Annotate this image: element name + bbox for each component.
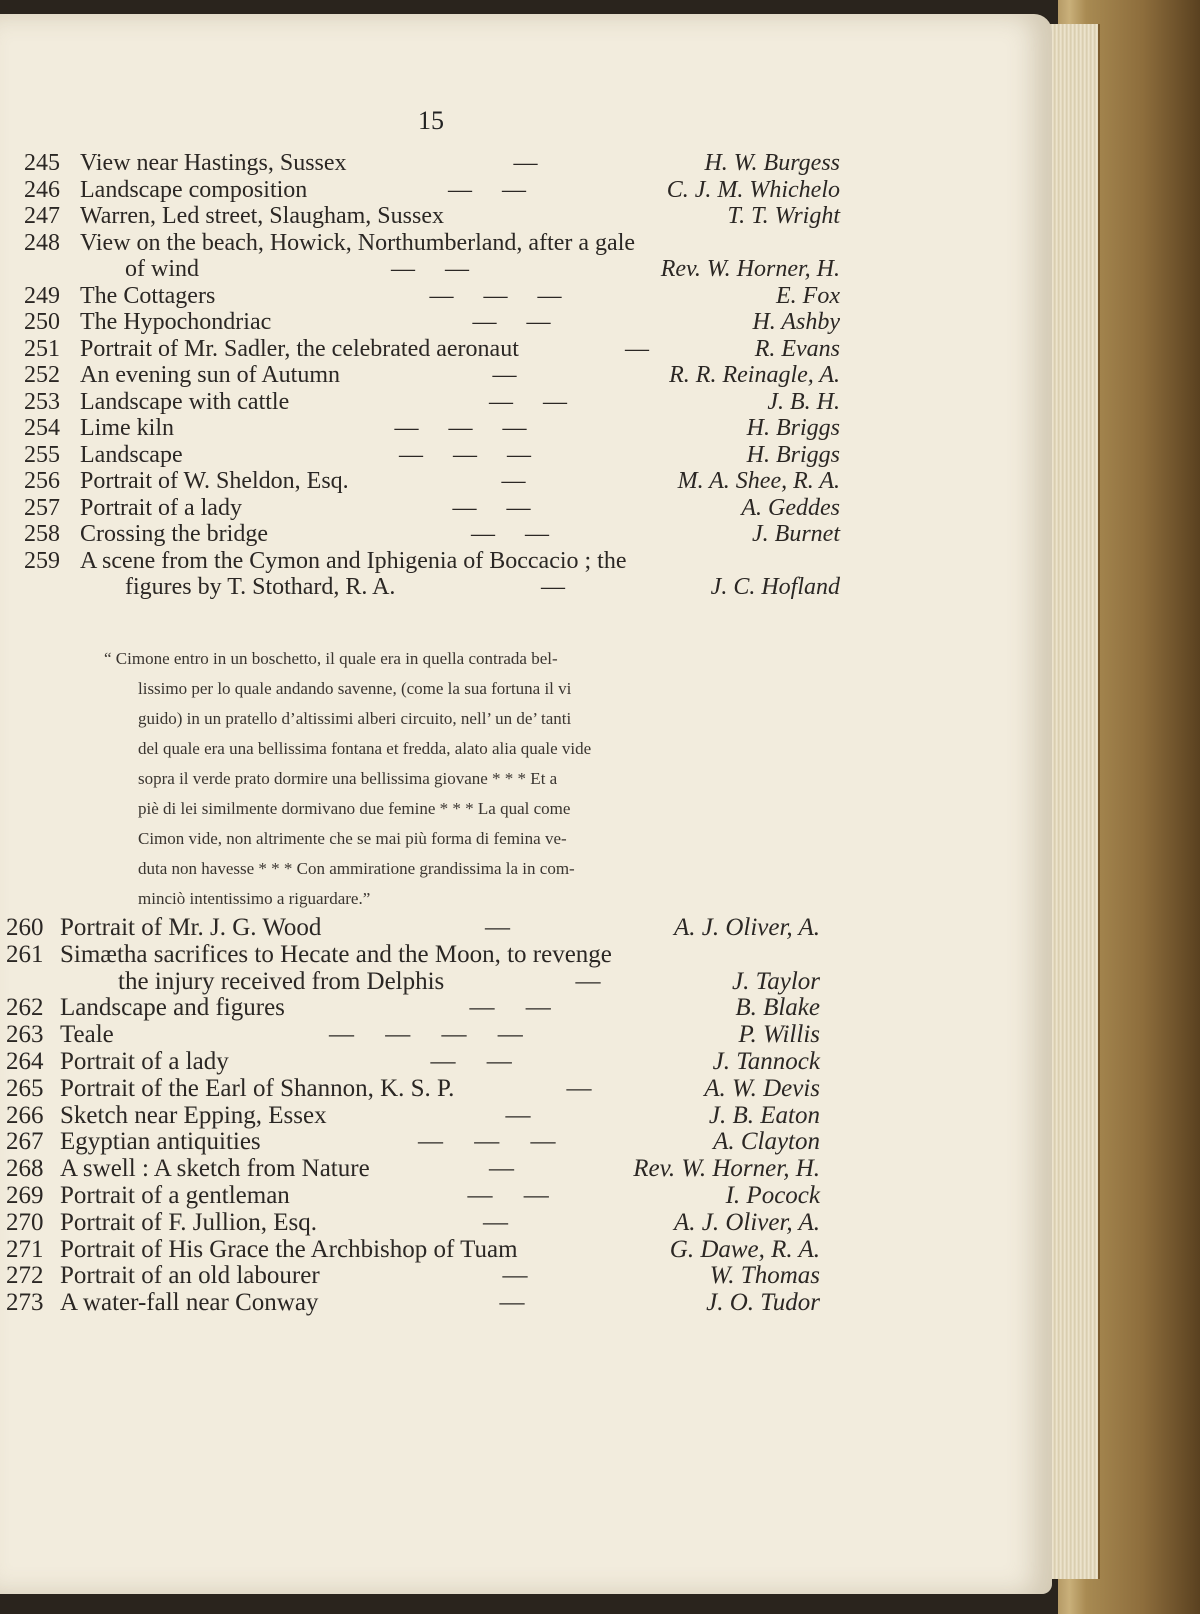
catalogue-entry	[0, 468, 840, 495]
catalogue-entry	[0, 309, 840, 336]
entry-number: 271	[6, 1235, 44, 1263]
catalogue-entry	[0, 1155, 820, 1183]
entry-title: A scene from the Cymon and Iphigenia of Boccacio ; the	[80, 547, 627, 574]
entry-number: 255	[24, 441, 60, 468]
quote-line: Cimon vide, non altrimente che se mai più forma di femina ve-	[138, 829, 567, 848]
entry-number: 248	[24, 229, 60, 256]
catalogue-entry	[0, 389, 840, 416]
entry-number: 257	[24, 494, 60, 521]
entry-number: 269	[6, 1182, 44, 1209]
entry-number: 249	[24, 282, 60, 309]
entry-dashes: — —	[391, 256, 469, 282]
catalogue-entry	[0, 548, 840, 575]
catalogue-entry	[0, 1075, 820, 1103]
catalogue-entry	[0, 150, 840, 177]
catalogue-entry	[0, 1262, 820, 1290]
entry-artist: A. W. Devis	[704, 1074, 820, 1102]
entry-dashes: —	[541, 574, 565, 600]
entry-dashes: — —	[467, 1182, 549, 1209]
entry-artist: H. W. Burgess	[704, 150, 840, 176]
entry-artist: H. Ashby	[752, 309, 840, 335]
entry-title: Simætha sacrifices to Hecate and the Moon, to revenge	[60, 940, 612, 968]
entry-title: Landscape with cattle	[80, 388, 290, 415]
italian-quotation	[104, 644, 724, 914]
entry-dashes: —	[502, 1262, 528, 1290]
quote-line: “ Cimone entro in un boschetto, il quale era in quella contrada bel-	[104, 649, 558, 668]
entry-artist: G. Dawe, R. A.	[669, 1235, 820, 1263]
entry-dashes: — —	[489, 388, 567, 415]
entry-artist: P. Willis	[738, 1021, 820, 1049]
entry-title: of wind	[125, 256, 199, 282]
entry-title: Portrait of the Earl of Shannon, K. S. P.	[60, 1074, 455, 1102]
entry-number: 259	[24, 547, 60, 574]
book-page	[0, 14, 1052, 1594]
entry-number: 266	[6, 1101, 44, 1129]
entry-artist: A. J. Oliver, A.	[673, 1208, 820, 1236]
entry-artist: M. A. Shee, R. A.	[677, 468, 840, 494]
entry-title: the injury received from Delphis	[118, 967, 445, 995]
entry-number: 247	[24, 203, 60, 229]
entry-title: Lime kiln	[80, 415, 174, 441]
entry-artist: Rev. W. Horner, H.	[633, 1155, 820, 1183]
entry-number: 263	[6, 1021, 44, 1049]
entry-title: Portrait of a lady	[80, 494, 242, 521]
entry-dashes: —	[505, 1101, 531, 1129]
entry-artist: A. Clayton	[713, 1128, 820, 1156]
entry-title: An evening sun of Autumn	[80, 362, 340, 388]
page-number: 15	[418, 106, 444, 135]
entry-artist: R. R. Reinagle, A.	[669, 362, 840, 388]
entry-dashes: —	[485, 914, 510, 941]
entry-dashes: — — — —	[329, 1021, 523, 1049]
catalogue-entry	[0, 1289, 820, 1317]
entry-dashes: —	[575, 967, 601, 995]
entry-dashes: — — —	[429, 282, 562, 309]
catalogue-entry	[0, 283, 840, 310]
entry-title: Sketch near Epping, Essex	[60, 1101, 327, 1129]
catalogue-entry	[0, 941, 820, 969]
entry-title: View on the beach, Howick, Northumberland, after a gale	[80, 229, 636, 256]
entry-artist: J. B. H.	[767, 388, 840, 415]
entry-dashes: — —	[430, 1048, 512, 1075]
catalogue-entry	[0, 415, 840, 442]
entry-artist: J. Tannock	[712, 1048, 820, 1075]
entry-dashes: —	[566, 1074, 592, 1102]
entry-dashes: —	[483, 1208, 508, 1236]
entry-title: Landscape	[80, 441, 183, 468]
catalogue-entry	[0, 495, 840, 522]
catalogue-entry	[0, 1182, 820, 1210]
entry-title: Landscape composition	[80, 176, 308, 203]
catalogue-entry	[0, 1102, 820, 1130]
catalogue-entry	[0, 1048, 820, 1076]
quote-line: sopra il verde prato dormire una bellissima giovane * * * Et a	[138, 769, 558, 788]
catalogue-entry	[0, 203, 840, 230]
entry-number: 265	[6, 1074, 44, 1102]
catalogue-entry	[0, 256, 840, 283]
catalogue-entry	[0, 914, 820, 942]
quote-line: guido) in un pratello d’altissimi alberi circuito, nell’ un de’ tanti	[138, 709, 572, 728]
entry-title: A swell : A sketch from Nature	[60, 1155, 370, 1183]
catalogue-entry	[0, 230, 840, 257]
entry-title: Portrait of an old labourer	[60, 1262, 320, 1290]
entry-number: 250	[24, 309, 60, 335]
entry-title: Teale	[60, 1021, 114, 1049]
entry-title: figures by T. Stothard, R. A.	[125, 574, 396, 600]
entry-artist: J. Burnet	[752, 521, 840, 547]
catalogue-entry	[0, 1021, 820, 1049]
entry-number: 273	[6, 1289, 44, 1317]
entry-number: 246	[24, 176, 60, 203]
entry-artist: E. Fox	[776, 282, 840, 309]
entry-dashes: — —	[452, 494, 531, 521]
catalogue-entry	[0, 442, 840, 469]
entry-dashes: —	[492, 362, 517, 388]
entry-number: 258	[24, 521, 60, 547]
entry-artist: J. C. Hofland	[710, 574, 840, 600]
quote-line: lissimo per lo quale andando savenne, (come la sua fortuna il vi	[138, 679, 572, 698]
entry-dashes: — —	[472, 309, 551, 335]
entry-number: 252	[24, 362, 60, 388]
entry-artist: T. T. Wright	[727, 203, 840, 229]
entry-dashes: — —	[448, 176, 526, 203]
quote-line: minciò intentissimo a riguardare.”	[138, 889, 371, 908]
entry-artist: H. Briggs	[746, 415, 840, 441]
catalogue-entry	[0, 574, 840, 601]
catalogue-entry	[0, 336, 840, 363]
entry-artist: H. Briggs	[746, 441, 840, 468]
entry-title: Landscape and figures	[60, 994, 285, 1022]
entry-artist: R. Evans	[754, 335, 840, 362]
entry-artist: J. O. Tudor	[706, 1289, 820, 1317]
entry-artist: W. Thomas	[709, 1262, 820, 1290]
entry-title: Portrait of a gentleman	[60, 1182, 290, 1209]
entry-number: 268	[6, 1155, 44, 1183]
catalogue-entry	[0, 1236, 820, 1264]
entry-title: Portrait of Mr. J. G. Wood	[60, 914, 322, 941]
entry-title: Portrait of Mr. Sadler, the celebrated aeronaut	[80, 335, 519, 362]
entry-title: View near Hastings, Sussex	[80, 150, 347, 176]
entry-artist: A. Geddes	[741, 494, 840, 521]
entry-dashes: —	[489, 1155, 514, 1183]
entry-title: The Cottagers	[80, 282, 216, 309]
entry-number: 260	[6, 914, 44, 941]
entry-title: Portrait of His Grace the Archbishop of Tuam	[60, 1235, 518, 1263]
entry-title: Egyptian antiquities	[60, 1128, 261, 1156]
entry-title: Portrait of W. Sheldon, Esq.	[80, 468, 349, 494]
entry-artist: Rev. W. Horner, H.	[660, 256, 840, 282]
entry-artist: J. Taylor	[732, 967, 820, 995]
entry-dashes: — —	[471, 521, 549, 547]
entry-dashes: —	[625, 335, 649, 362]
entry-artist: B. Blake	[735, 994, 820, 1022]
catalogue-entry	[0, 177, 840, 204]
entry-dashes: — — —	[394, 415, 527, 441]
entry-dashes: — — —	[418, 1128, 556, 1156]
catalogue-entry	[0, 362, 840, 389]
entry-number: 256	[24, 468, 60, 494]
catalogue-entry	[0, 521, 840, 548]
entry-dashes: —	[499, 1289, 525, 1317]
entry-number: 251	[24, 335, 60, 362]
catalogue-entry	[0, 1209, 820, 1237]
entry-number: 264	[6, 1048, 44, 1075]
quote-line: piè di lei similmente dormivano due femine * * * La qual come	[138, 799, 571, 818]
entry-number: 272	[6, 1262, 44, 1290]
catalogue-entry	[0, 994, 820, 1022]
entry-title: Warren, Led street, Slaugham, Sussex	[80, 203, 444, 229]
entry-dashes: — —	[469, 994, 551, 1022]
entry-title: A water-fall near Conway	[60, 1289, 319, 1317]
entry-artist: J. B. Eaton	[708, 1101, 820, 1129]
entry-artist: C. J. M. Whichelo	[666, 176, 840, 203]
entry-dashes: —	[513, 150, 538, 176]
quote-line: del quale era una bellissima fontana et fredda, alato alia quale vide	[138, 739, 592, 758]
quote-line: duta non havesse * * * Con ammiratione grandissima la in com-	[138, 859, 575, 878]
entry-title: Portrait of a lady	[60, 1048, 229, 1075]
entry-number: 261	[6, 940, 44, 968]
entry-dashes: —	[501, 468, 526, 494]
entry-number: 245	[24, 150, 60, 176]
entry-artist: I. Pocock	[725, 1182, 820, 1209]
entry-number: 270	[6, 1208, 44, 1236]
entry-title: The Hypochondriac	[80, 309, 272, 335]
catalogue-entry	[0, 1128, 820, 1156]
entry-title: Portrait of F. Jullion, Esq.	[60, 1208, 318, 1236]
entry-number: 262	[6, 994, 44, 1022]
entry-number: 267	[6, 1128, 44, 1156]
entry-number: 253	[24, 388, 60, 415]
entry-number: 254	[24, 415, 60, 441]
entry-dashes: — — —	[399, 441, 531, 468]
entry-title: Crossing the bridge	[80, 521, 268, 547]
entry-artist: A. J. Oliver, A.	[673, 914, 820, 941]
catalogue-entry	[0, 968, 820, 996]
